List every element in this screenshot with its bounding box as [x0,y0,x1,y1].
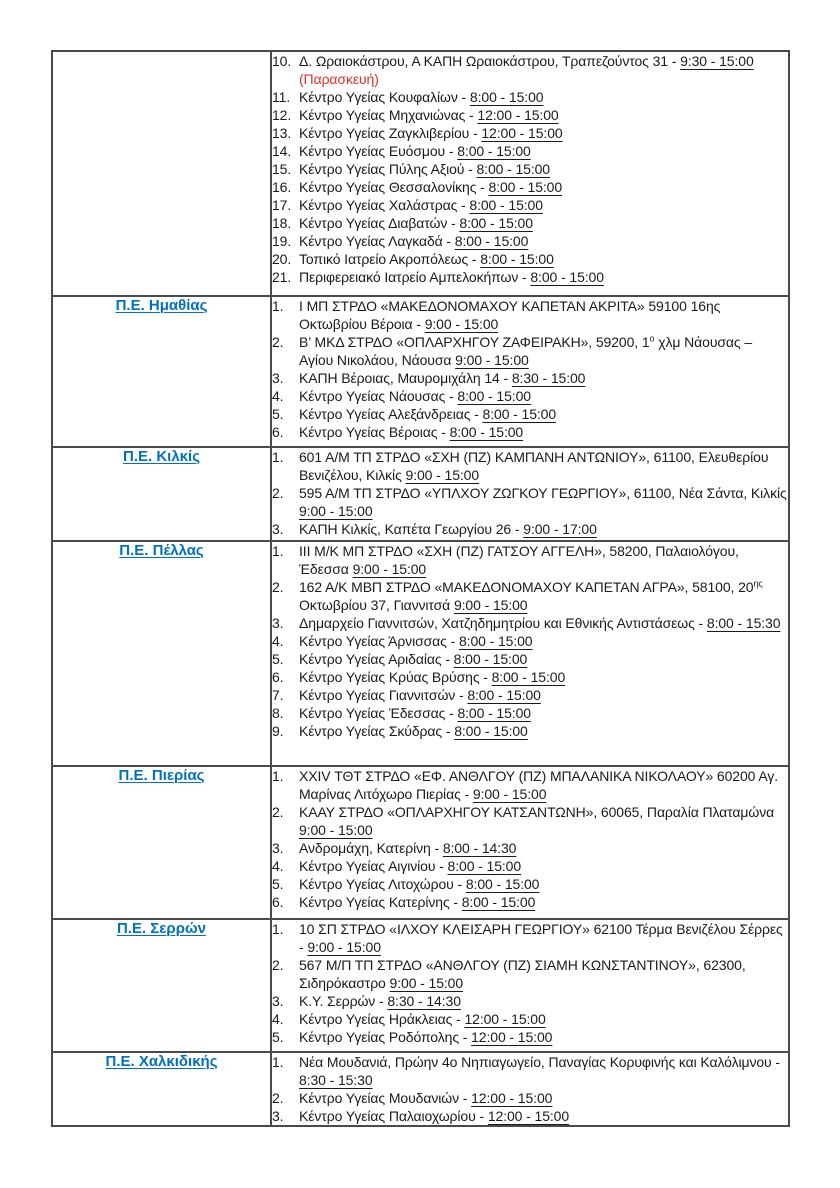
item-number: 5. [272,1029,284,1045]
item-number: 2. [272,334,284,350]
item-text: Κέντρο Υγείας Ζαγκλιβερίου - 12:00 - 15:00 [299,125,563,141]
item-text: Κέντρο Υγείας Σκύδρας - 8:00 - 15:00 [299,723,528,739]
locations-cell [271,541,789,766]
item-number: 2. [272,1090,284,1106]
item-number: 2. [272,579,284,595]
location-item [272,196,788,214]
item-text: Ανδρομάχη, Κατερίνη - 8:00 - 14:30 [299,840,517,856]
location-item [272,214,788,232]
item-text: ΙΙΙ Μ/Κ ΜΠ ΣΤΡΔΟ «ΣΧΗ (ΠΖ) ΓΑΤΣΟΥ ΑΓΓΕΛΗ», 58200, Παλαιολόγου, Έδεσσα 9:00 - 15:00 [299,543,739,577]
item-number: 19. [272,233,292,249]
item-text: Κέντρο Υγείας Μουδανιών - 12:00 - 15:00 [299,1090,553,1106]
item-number: 6. [272,669,284,685]
region-row [52,541,789,766]
item-hours: 8:30 - 14:30 [387,993,461,1009]
item-text: Κέντρο Υγείας Ηράκλειας - 12:00 - 15:00 [299,1011,546,1027]
item-hours: 8:00 - 15:00 [457,143,531,159]
location-item [272,232,788,250]
item-number: 15. [272,161,292,177]
item-hours: 8:00 - 15:30 [706,615,781,631]
item-hours: 8:30 - 15:30 [299,1072,373,1088]
item-number: 1. [272,449,284,465]
item-text: Κέντρο Υγείας Κατερίνης - 8:00 - 15:00 [299,894,536,910]
item-text: Τοπικό Ιατρείο Ακροπόλεως - 8:00 - 15:00 [299,251,554,267]
location-item [272,1028,788,1046]
location-item [272,520,788,538]
region-label-cell [52,919,271,1052]
item-text: 567 Μ/Π ΤΠ ΣΤΡΔΟ «ΑΝΘΛΓΟΥ (ΠΖ) ΣΙΑΜΗ ΚΩΝΣΤΑΝΤΙΝΟΥ», 62300, Σιδηρόκαστρο 9:00 - 15:00 [299,957,746,991]
item-hours: 8:00 - 14:30 [442,840,517,856]
item-hours: 8:00 - 15:00 [454,233,529,249]
region-row [52,51,789,296]
item-hours: 8:00 - 15:00 [530,269,604,285]
location-item [272,88,788,106]
item-number: 9. [272,723,284,739]
item-text: Περιφερειακό Ιατρείο Αμπελοκήπων - 8:00 - 15:00 [299,269,604,285]
item-hours: 8:00 - 15:00 [480,251,554,267]
item-number: 13. [272,125,292,141]
location-item [272,650,788,668]
location-item [272,956,788,992]
item-text: 162 Α/Κ ΜΒΠ ΣΤΡΔΟ «ΜΑΚΕΔΟΝΟΜΑΧΟΥ ΚΑΠΕΤΑΝ ΑΓΡΑ», 58100, $20^{\eta\varsigma}$ Οκτωβρίου 37, Γιαννιτσά 9:00 - 15:00 [299,578,763,613]
locations-cell [271,1052,789,1126]
item-number: 3. [272,993,284,1009]
location-item [272,178,788,196]
item-number: 20. [272,251,292,267]
item-text: Κ.Υ. Σερρών - 8:30 - 14:30 [299,993,461,1009]
item-hours: 8:00 - 15:00 [458,633,533,649]
item-hours: 8:00 - 15:00 [457,388,531,404]
item-superscript: ης [753,578,763,589]
location-item [272,704,788,722]
item-text: Κέντρο Υγείας Κρύας Βρύσης - 8:00 - 15:00 [299,669,566,685]
location-item [272,160,788,178]
location-item [272,803,788,839]
location-item [272,297,788,333]
location-item [272,992,788,1010]
item-text: Κέντρο Υγείας Λαγκαδά - 8:00 - 15:00 [299,233,529,249]
item-number: 10. [272,53,292,69]
schedule-table-body [52,51,789,1126]
item-hours: 9:00 - 15:00 [472,786,547,802]
item-text: Δημαρχείο Γιαννιτσών, Χατζηδημητρίου και Εθνικής Αντιστάσεως - 8:00 - 15:30 [299,615,781,631]
item-text: Κέντρο Υγείας Αλεξάνδρειας - 8:00 - 15:00 [299,406,557,422]
item-text: Ι ΜΠ ΣΤΡΔΟ «ΜΑΚΕΔΟΝΟΜΑΧΟΥ ΚΑΠΕΤΑΝ ΑΚΡΙΤΑ» 59100 16ης Οκτωβρίου Βέροια - 9:00 - 15:00 [299,298,721,332]
item-text: Νέα Μουδανιά, Πρώην 4ο Νηπιαγωγείο, Παναγίας Κορυφινής και Καλόλιμνου - 8:30 - 15:30 [299,1054,780,1088]
item-hours: 8:00 - 15:00 [491,669,566,685]
item-number: 4. [272,633,284,649]
location-item [272,387,788,405]
location-item [272,423,788,441]
region-label-cell [52,766,271,919]
item-text: ΚΑΠΗ Βέροιας, Μαυρομιχάλη 14 - 8:30 - 15:00 [299,370,586,386]
item-text: Κέντρο Υγείας Ροδόπολης - 12:00 - 15:00 [299,1029,553,1045]
item-text: 595 Α/Μ ΤΠ ΣΤΡΔΟ «ΥΠΛΧΟΥ ΖΩΓΚΟΥ ΓΕΩΡΓΙΟΥ», 61100, Νέα Σάντα, Κιλκίς 9:00 - 15:00 [299,485,787,519]
item-hours: 8:00 - 15:00 [461,894,536,910]
region-label-link[interactable]: Π.Ε. Πέλλας [119,542,204,559]
location-item [272,1089,788,1107]
schedule-table [51,50,790,1127]
location-item [272,1010,788,1028]
item-hours: 9:00 - 17:00 [523,521,597,537]
region-label-link[interactable]: Π.Ε. Χαλκιδικής [105,1053,218,1070]
item-number: 12. [272,107,292,123]
item-number: 3. [272,615,284,631]
item-superscript: ο [649,333,655,344]
item-text: Β’ ΜΚΔ ΣΤΡΔΟ «ΟΠΛΑΡΧΗΓΟΥ ΖΑΦΕΙΡΑΚΗ», 59200, $1^o$ χλμ Νάουσας – Αγίου Νικολάου, Νάουσα 9:00 - 15:00 [299,333,753,368]
locations-cell [271,766,789,919]
location-item [272,857,788,875]
item-text: Κέντρο Υγείας Ευόσμου - 8:00 - 15:00 [299,143,531,159]
location-item [272,1053,788,1089]
item-text: Κέντρο Υγείας Νάουσας - 8:00 - 15:00 [299,388,531,404]
item-number: 17. [272,197,292,213]
location-item [272,542,788,578]
region-row [52,447,789,541]
region-label-link[interactable]: Π.Ε. Ημαθίας [115,297,208,314]
item-text: Κέντρο Υγείας Έδεσσας - 8:00 - 15:00 [299,705,531,721]
location-item [272,1107,788,1125]
location-item [272,839,788,857]
location-item [272,614,788,632]
location-item [272,268,788,286]
item-number: 8. [272,705,284,721]
item-text: 10 ΣΠ ΣΤΡΔΟ «ΙΛΧΟΥ ΚΛΕΙΣΑΡΗ ΓΕΩΡΓΙΟΥ» 62100 Τέρμα Βενιζέλου Σέρρες - 9:00 - 15:00 [299,921,783,955]
region-label-cell [52,1052,271,1126]
location-item [272,52,788,88]
item-hours: 8:00 - 15:00 [476,161,550,177]
item-number: 5. [272,876,284,892]
item-text: Κέντρο Υγείας Αιγινίου - 8:00 - 15:00 [299,858,522,874]
location-item [272,333,788,369]
region-row [52,296,789,447]
region-label-link[interactable]: Π.Ε. Κιλκίς [122,448,200,465]
item-number: 18. [272,215,292,231]
item-text: Κέντρο Υγείας Γιαννιτσών - 8:00 - 15:00 [299,687,541,703]
item-hours: 9:00 - 15:00 [299,822,373,838]
item-hours: 9:00 - 15:00 [299,503,373,519]
item-number: 3. [272,370,284,386]
location-item [272,124,788,142]
item-text: XXIV ΤΘΤ ΣΤΡΔΟ «ΕΦ. ΑΝΘΛΓΟΥ (ΠΖ) ΜΠΑΛΑΝΙΚΑ ΝΙΚΟΛΑΟΥ» 60200 Αγ. Μαρίνας Λιτόχωρο Πιερίας - 9:00 - 15:00 [299,768,779,802]
item-number: 16. [272,179,292,195]
locations-cell [271,447,789,541]
item-number: 1. [272,921,284,937]
region-row [52,766,789,919]
item-hours: 9:00 - 15:00 [424,316,499,332]
location-item [272,920,788,956]
region-label-cell [52,447,271,541]
item-number: 6. [272,894,284,910]
item-text: Κέντρο Υγείας Χαλάστρας - 8:00 - 15:00 [299,197,543,213]
item-hours: 9:00 - 15:00 [453,597,528,613]
item-text: Κέντρο Υγείας Θεσσαλονίκης - 8:00 - 15:00 [299,179,563,195]
region-label-link[interactable]: Π.Ε. Σερρών [116,920,207,937]
locations-cell [271,296,789,447]
item-hours: 9:00 - 15:00 [405,467,480,483]
location-item [272,250,788,268]
region-row [52,1052,789,1126]
location-item [272,875,788,893]
region-label-cell [52,296,271,447]
item-text: Κέντρο Υγείας Πύλης Αξιού - 8:00 - 15:00 [299,161,550,177]
location-item [272,578,788,614]
item-hours: 9:00 - 15:00 [307,939,381,955]
item-hours: 9:30 - 15:00 [680,53,754,69]
item-number: 3. [272,521,284,537]
location-item [272,106,788,124]
location-item [272,405,788,423]
location-item [272,686,788,704]
item-number: 3. [272,840,284,856]
item-number: 2. [272,485,284,501]
item-hours: 9:00 - 15:00 [352,561,427,577]
item-number: 7. [272,687,284,703]
item-text: Κέντρο Υγείας Κουφαλίων - 8:00 - 15:00 [299,89,544,105]
item-number: 2. [272,957,284,973]
item-number: 1. [272,1054,284,1070]
item-hours: 12:00 - 15:00 [481,125,563,141]
region-label-cell [52,51,271,296]
locations-cell [271,51,789,296]
item-hours: 12:00 - 15:00 [477,107,559,123]
item-hours: 9:00 - 15:00 [455,352,529,368]
item-number: 1. [272,298,284,314]
item-text: 601 Α/Μ ΤΠ ΣΤΡΔΟ «ΣΧΗ (ΠΖ) ΚΑΜΠΑΝΗ ΑΝΤΩΝΙΟΥ», 61100, Ελευθερίου Βενιζέλου, Κιλκίς 9:00 - 15:00 [299,449,769,483]
item-number: 1. [272,768,284,784]
item-text: ΚΑΑΥ ΣΤΡΔΟ «ΟΠΛΑΡΧΗΓΟΥ ΚΑΤΣΑΝΤΩΝΗ», 60065, Παραλία Πλαταμώνα 9:00 - 15:00 [299,804,775,838]
item-text: Κέντρο Υγείας Αριδαίας - 8:00 - 15:00 [299,651,528,667]
location-item [272,668,788,686]
item-number: 3. [272,1108,284,1124]
location-item [272,448,788,484]
item-hours: 12:00 - 15:00 [464,1011,546,1027]
location-item [272,893,788,911]
item-number: 21. [272,269,292,285]
item-hours: 12:00 - 15:00 [487,1108,570,1124]
item-hours: 12:00 - 15:00 [471,1029,553,1045]
item-hours: 12:00 - 15:00 [471,1090,553,1106]
region-label-cell [52,541,271,766]
item-hours: 8:00 - 15:00 [465,876,540,892]
location-item [272,632,788,650]
item-number: 14. [272,143,292,159]
item-number: 4. [272,1011,284,1027]
item-hours: 8:30 - 15:00 [511,370,586,386]
region-label-link[interactable]: Π.Ε. Πιερίας [118,767,205,784]
item-hours: 8:00 - 15:00 [453,651,528,667]
item-text: Κέντρο Υγείας Μηχανιώνας - 12:00 - 15:00 [299,107,559,123]
item-number: 6. [272,424,284,440]
item-number: 11. [272,89,291,105]
item-hours: 8:00 - 15:00 [447,858,522,874]
location-item [272,722,788,740]
item-text: ΚΑΠΗ Κιλκίς, Καπέτα Γεωργίου 26 - 9:00 - 17:00 [299,521,597,537]
item-hours: 8:00 - 15:00 [469,197,543,213]
item-note: (Παρασκευή) [299,71,379,87]
location-item [272,142,788,160]
item-text: Κέντρο Υγείας Διαβατών - 8:00 - 15:00 [299,215,533,231]
item-hours: 8:00 - 15:00 [459,215,533,231]
item-text: Δ. Ωραιοκάστρου, Α ΚΑΠΗ Ωραιοκάστρου, Τραπεζούντος 31 - 9:30 - 15:00 (Παρασκευή) [299,52,788,88]
item-text: Κέντρο Υγείας Βέροιας - 8:00 - 15:00 [299,424,524,440]
item-number: 4. [272,858,284,874]
item-number: 5. [272,406,284,422]
item-hours: 8:00 - 15:00 [454,723,528,739]
item-hours: 8:00 - 15:00 [449,424,524,440]
item-text: Κέντρο Υγείας Λιτοχώρου - 8:00 - 15:00 [299,876,540,892]
item-hours: 9:00 - 15:00 [389,975,464,991]
locations-cell [271,919,789,1052]
item-hours: 8:00 - 15:00 [482,406,557,422]
region-row [52,919,789,1052]
item-hours: 8:00 - 15:00 [457,705,531,721]
location-item [272,767,788,803]
item-text: Κέντρο Υγείας Άρνισσας - 8:00 - 15:00 [299,633,533,649]
item-hours: 8:00 - 15:00 [469,89,544,105]
item-hours: 8:00 - 15:00 [488,179,563,195]
location-item [272,484,788,520]
item-number: 5. [272,651,284,667]
item-text: Κέντρο Υγείας Παλαιοχωρίου - 12:00 - 15:00 [299,1108,570,1124]
item-hours: 8:00 - 15:00 [467,687,541,703]
item-number: 4. [272,388,284,404]
item-number: 1. [272,543,284,559]
item-number: 2. [272,804,284,820]
location-item [272,369,788,387]
